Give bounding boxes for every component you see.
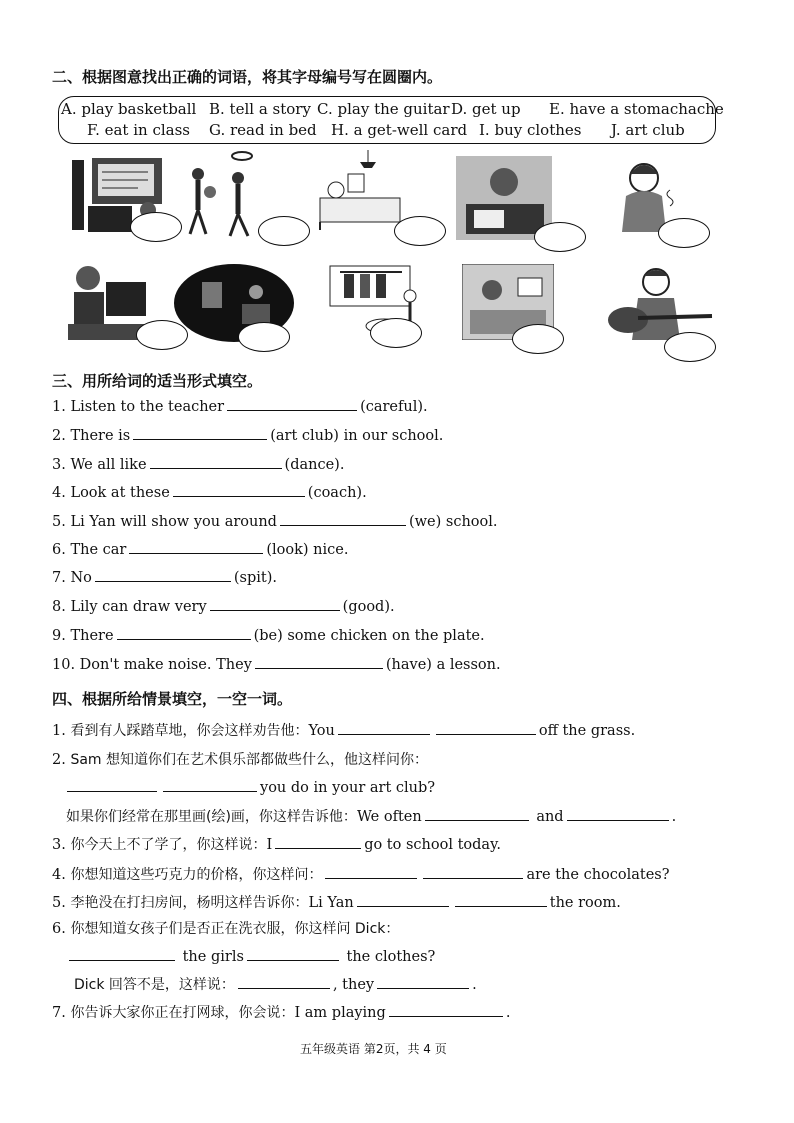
option-f: F. eat in class xyxy=(87,121,190,139)
option-i: I. buy clothes xyxy=(479,121,582,139)
picture-3-story-in-bed xyxy=(316,150,406,234)
s4-q5-blank-2[interactable] xyxy=(455,892,547,907)
option-h: H. a get-well card xyxy=(331,121,468,139)
s3-item-10: 10. Don't make noise. They (have) a lesson. xyxy=(52,654,501,673)
s4-q1-blank-2[interactable] xyxy=(436,720,536,735)
s4-q1: 1. 看到有人踩踏草地，你会这样劝告他：You off the grass. xyxy=(52,720,635,740)
s3-item-3: 3. We all like (dance). xyxy=(52,454,344,473)
s4-q2-blank-4[interactable] xyxy=(567,806,669,821)
s3-item-8: 8. Lily can draw very (good). xyxy=(52,596,395,615)
answer-circle-4[interactable] xyxy=(534,222,586,252)
s4-q1-blank-1[interactable] xyxy=(338,720,430,735)
s4-q5-blank-1[interactable] xyxy=(357,892,449,907)
s3-blank-4[interactable] xyxy=(173,482,305,497)
s3-blank-5[interactable] xyxy=(280,511,406,526)
s3-blank-7[interactable] xyxy=(95,567,231,582)
picture-2-basketball xyxy=(180,148,270,240)
s3-blank-6[interactable] xyxy=(129,539,263,554)
answer-circle-7[interactable] xyxy=(238,322,290,352)
s4-q2-blank-1[interactable] xyxy=(67,777,157,792)
s3-item-6: 6. The car (look) nice. xyxy=(52,539,348,558)
answer-circle-3[interactable] xyxy=(394,216,446,246)
option-j: J. art club xyxy=(611,121,685,139)
s3-item-4: 4. Look at these (coach). xyxy=(52,482,367,501)
answer-circle-8[interactable] xyxy=(370,318,422,348)
s3-blank-3[interactable] xyxy=(150,454,282,469)
s4-q2-blank-3[interactable] xyxy=(425,806,529,821)
s4-q3-blank-1[interactable] xyxy=(275,834,361,849)
page-footer: 五年级英语 第2页，共 4 页 xyxy=(300,1042,447,1056)
option-e: E. have a stomachache xyxy=(549,100,724,118)
s4-q6-blank-3[interactable] xyxy=(238,974,330,989)
s4-q6-blank-1[interactable] xyxy=(69,946,175,961)
answer-circle-6[interactable] xyxy=(136,320,188,350)
s3-blank-1[interactable] xyxy=(227,396,357,411)
answer-circle-5[interactable] xyxy=(658,218,710,248)
s4-q7-blank-1[interactable] xyxy=(389,1002,503,1017)
s4-q7: 7. 你告诉大家你正在打网球，你会说：I am playing . xyxy=(52,1002,510,1022)
s4-q2: 2. Sam 想知道你们在艺术俱乐部都做些什么，他这样问你： xyxy=(52,752,429,768)
picture-4-get-up xyxy=(456,156,552,240)
answer-circle-1[interactable] xyxy=(130,212,182,242)
s4-q5: 5. 李艳没在打扫房间，杨明这样告诉你：Li Yan the room. xyxy=(52,892,621,912)
s4-q6-blank-2[interactable] xyxy=(247,946,339,961)
s3-blank-10[interactable] xyxy=(255,654,383,669)
s3-item-1: 1. Listen to the teacher (careful). xyxy=(52,396,428,415)
s3-blank-9[interactable] xyxy=(117,625,251,640)
word-options-box xyxy=(58,96,724,144)
s4-q2-line3: 如果你们经常在那里画(绘)画，你这样告诉他：We often and . xyxy=(66,806,676,826)
s4-q6-line2: the girls the clothes? xyxy=(66,946,435,965)
option-a: A. play basketball xyxy=(61,100,197,118)
section-2-title: 二、根据图意找出正确的词语，将其字母编号写在圆圈内。 xyxy=(52,68,443,86)
s3-item-5: 5. Li Yan will show you around (we) school. xyxy=(52,511,498,530)
s4-q6: 6. 你想知道女孩子们是否正在洗衣服，你这样问 Dick： xyxy=(52,921,400,937)
s4-q3: 3. 你今天上不了学了，你这样说：I go to school today. xyxy=(52,834,501,854)
answer-circle-9[interactable] xyxy=(512,324,564,354)
s3-blank-8[interactable] xyxy=(210,596,340,611)
picture-10-play-guitar xyxy=(598,264,714,340)
s4-q6-line3: Dick 回答不是，这样说： , they . xyxy=(74,974,477,994)
s3-item-7: 7. No (spit). xyxy=(52,567,277,586)
s4-q6-blank-4[interactable] xyxy=(377,974,469,989)
s4-q2-blank-2[interactable] xyxy=(163,777,257,792)
answer-circle-10[interactable] xyxy=(664,332,716,362)
s3-item-9: 9. There (be) some chicken on the plate. xyxy=(52,625,485,644)
s4-q4-blank-1[interactable] xyxy=(325,864,417,879)
s3-blank-2[interactable] xyxy=(133,425,267,440)
option-b: B. tell a story xyxy=(209,100,311,118)
s3-item-2: 2. There is (art club) in our school. xyxy=(52,425,443,444)
s4-q4-blank-2[interactable] xyxy=(423,864,523,879)
section-4-title: 四、根据所给情景填空，一空一词。 xyxy=(52,690,293,708)
section-3-title: 三、用所给词的适当形式填空。 xyxy=(52,372,263,390)
answer-circle-2[interactable] xyxy=(258,216,310,246)
option-d: D. get up xyxy=(451,100,521,118)
option-g: G. read in bed xyxy=(209,121,317,139)
s4-q4: 4. 你想知道这些巧克力的价格，你这样问： are the chocolates? xyxy=(52,864,670,884)
s4-q2-line2: you do in your art club? xyxy=(64,777,435,796)
option-c: C. play the guitar xyxy=(317,100,450,118)
